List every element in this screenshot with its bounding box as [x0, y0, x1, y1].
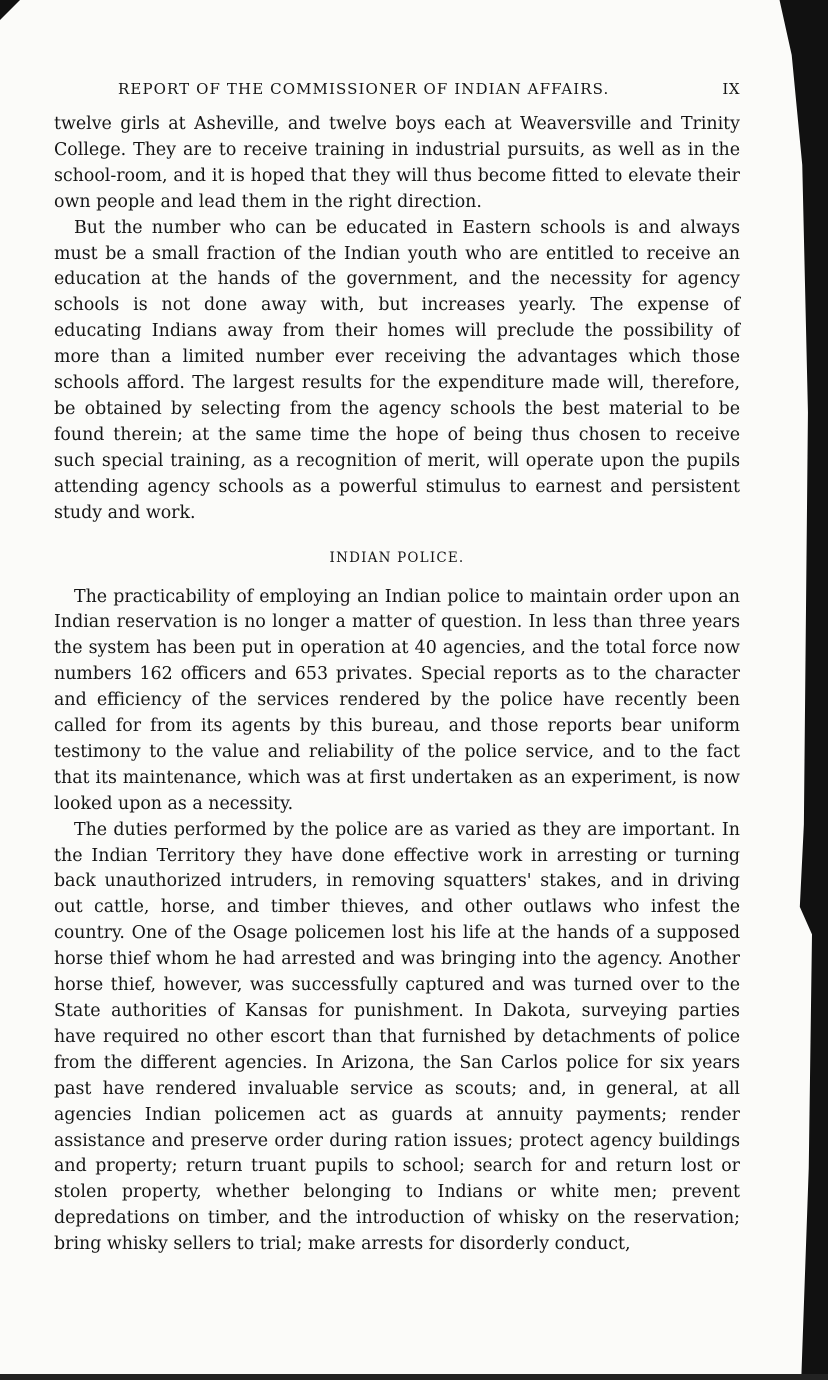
scan-bottom-edge: [0, 1374, 828, 1380]
running-head: [118, 80, 740, 112]
paragraph-continuation: twelve girls at Asheville, and twelve boys each at Weaversville and Trinity College. They are to receive training in industrial pursuits, as well as in the school-room, and it is hoped that they will thus become fitted to elevate their own people and lead them in the right direction.: [54, 114, 740, 212]
scan-corner-mark: [0, 0, 22, 22]
paragraph-eastern-schools: But the number who can be educated in Eastern schools is and always must be a small fraction of the Indian youth who are entitled to receive an education at the hands of the government, and the necessity for agency schools is not done away with, but increases yearly. The expense of educating Indians away from their homes will preclude the possibility of more than a limited number ever receiving the advantages which those schools afford. The largest results for the expenditure made will, therefore, be obtained by selecting from the agency schools the best material to be found therein; at the same time the hope of being thus chosen to receive such special training, as a recognition of merit, will operate upon the pupils attending agency schools as a powerful stimulus to earnest and persistent study and work.: [54, 217, 740, 523]
paragraph-police-practicability: The practicability of employing an Indian police to maintain order upon an Indian reservation is no longer a matter of question. In less than three years the system has been put in operation at 40 agencies, and the total force now numbers 162 officers and 653 privates. Special reports as to the character and efficiency of the services rendered by the police have recently been called for from its agents by this bureau, and those reports bear uniform testimony to the value and reliability of the police service, and to the fact that its maintenance, which was at first undertaken as an experiment, is now looked upon as a necessity.: [54, 586, 740, 814]
running-head-title: REPORT OF THE COMMISSIONER OF INDIAN AFFAIRS.: [118, 80, 610, 98]
page-body: [54, 80, 740, 1258]
section-heading-indian-police: INDIAN POLICE.: [329, 549, 465, 566]
page-number: IX: [722, 80, 740, 98]
paragraph-police-duties: The duties performed by the police are as varied as they are important. In the Indian Territory they have done effective work in arresting or turning back unauthorized intruders, in removing squatters' stakes, and in driving out cattle, horse, and timber thieves, and other outlaws who infest the country. One of the Osage policemen lost his life at the hands of a supposed horse thief whom he had arrested and was bringing into the agency. Another horse thief, however, was successfully captured and was turned over to the State authorities of Kansas for punishment. In Dakota, surveying parties have required no other escort than that furnished by detachments of police from the different agencies. In Arizona, the San Carlos police for six years past have rendered invaluable service as scouts; and, in general, at all agencies Indian policemen act as guards at annuity payments; render assistance and preserve order during ration issues; protect agency buildings and property; return truant pupils to school; search for and return lost or stolen property, whether belonging to Indians or white men; prevent depredations on timber, and the introduction of whisky on the reservation; bring whisky sellers to trial; make arrests for disorderly conduct,: [54, 819, 740, 1255]
